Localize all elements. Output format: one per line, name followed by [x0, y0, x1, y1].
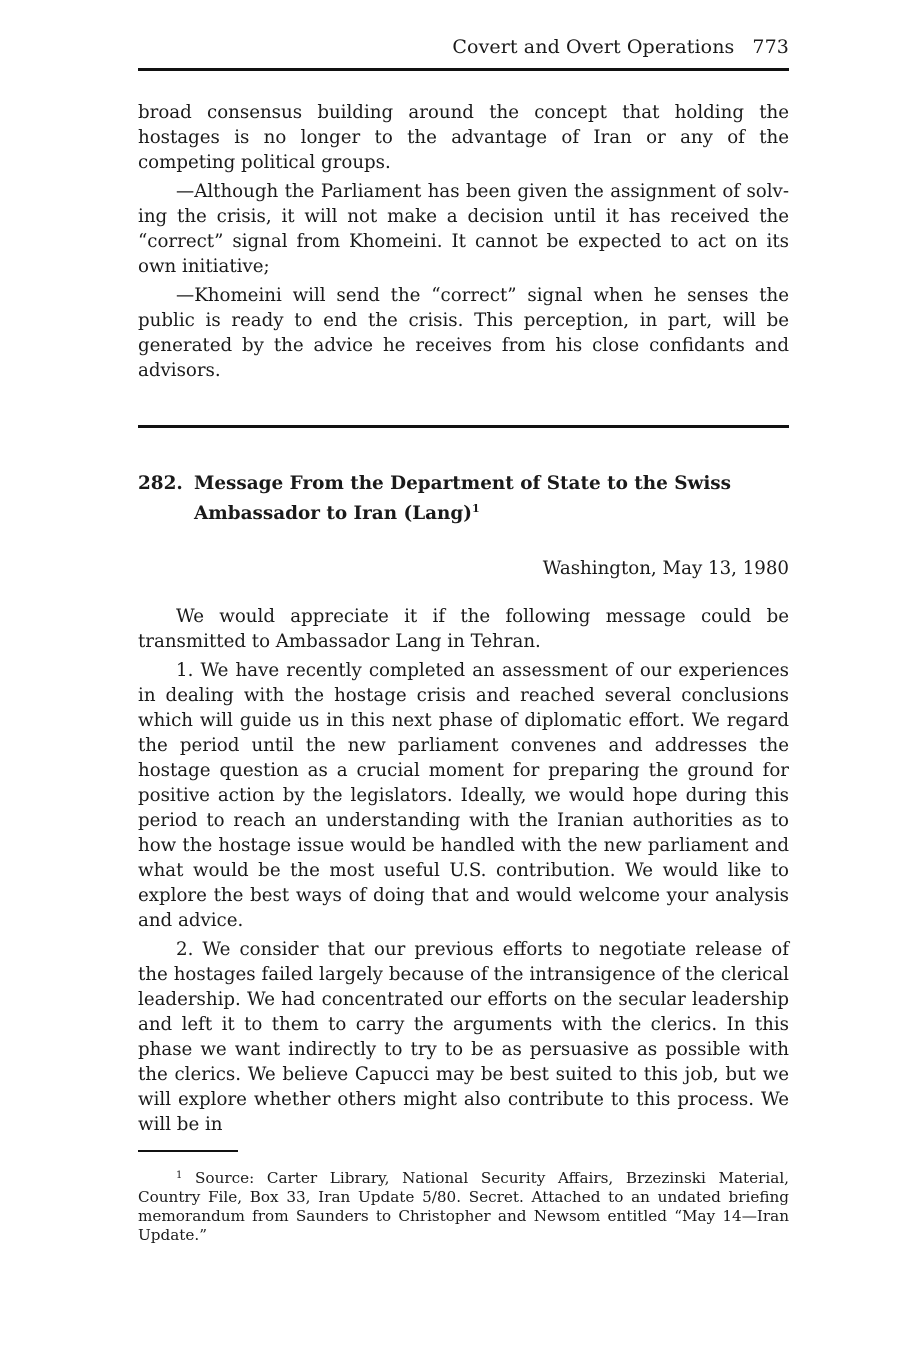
footnote-rule [138, 1150, 238, 1152]
running-head-title: Covert and Overt Operations [452, 36, 735, 58]
continued-text-block [138, 100, 789, 387]
document-title-wrap [194, 471, 789, 526]
paragraph: —Khomeini will send the “correct” signal when he senses the public is ready to end the crisis. This perception, in part, will be generated by the advice he receives from his close confidants and advisors. [138, 285, 789, 381]
footnote-text: Source: Carter Library, National Security Affairs, Brzezinski Material, Country File, Box 33, Iran Update 5/80. Secret. Attached to an undated briefing memorandum from Saunders to Christopher and Newsom entitled “May 14—Iran Update.” [138, 1169, 790, 1244]
paragraph: broad consensus building around the concept that holding the hostages is no longer to the advantage of Iran or any of the competing political groups. [138, 102, 789, 173]
running-head [138, 36, 789, 58]
document-number: 282. [138, 473, 183, 494]
paragraph: —Although the Parliament has been given the assignment of solving the crisis, it will not make a decision until it has received the “correct” signal from Khomeini. It cannot be expected to act on its own initiative; [138, 181, 789, 277]
page-number: 773 [752, 36, 789, 58]
paragraph: We would appreciate it if the following message could be transmitted to Ambassador Lang in Tehran. [138, 606, 789, 652]
document-separator-rule [138, 425, 789, 428]
footnote-ref[interactable]: 1 [471, 502, 480, 515]
paragraph: 2. We consider that our previous efforts to negotiate release of the hostages failed largely because of the intransigence of the clerical leadership. We had concentrated our efforts on the secular leadership and left it to them to carry the arguments with the clerics. In this phase we want indirectly to try to be as persuasive as possible with the clerics. We believe Capucci may be best suited to this job, but we will explore whether others might also contribute to this process. We will be in [138, 939, 789, 1135]
paragraph: 1. We have recently completed an assessment of our experiences in dealing with the hostage crisis and reached several conclusions which will guide us in this next phase of diplomatic effort. We regard the period until the new parliament convenes and addresses the hostage question as a crucial moment for preparing the ground for positive action by the legislators. Ideally, we would hope during this period to reach an understanding with the Iranian authorities as to how the hostage issue would be handled with the new parliament and what would be the most useful U.S. contribution. We would like to explore the best ways of doing that and would welcome your analysis and advice. [138, 660, 789, 931]
header-rule [138, 68, 789, 71]
document-heading [138, 471, 789, 526]
document-body [138, 604, 789, 1141]
document-title: Message From the Department of State to the Swiss Ambassador to Iran (Lang) [194, 473, 732, 524]
footnote [138, 1166, 789, 1245]
dateline: Washington, May 13, 1980 [542, 558, 789, 579]
footnote-marker: 1 [176, 1170, 183, 1181]
